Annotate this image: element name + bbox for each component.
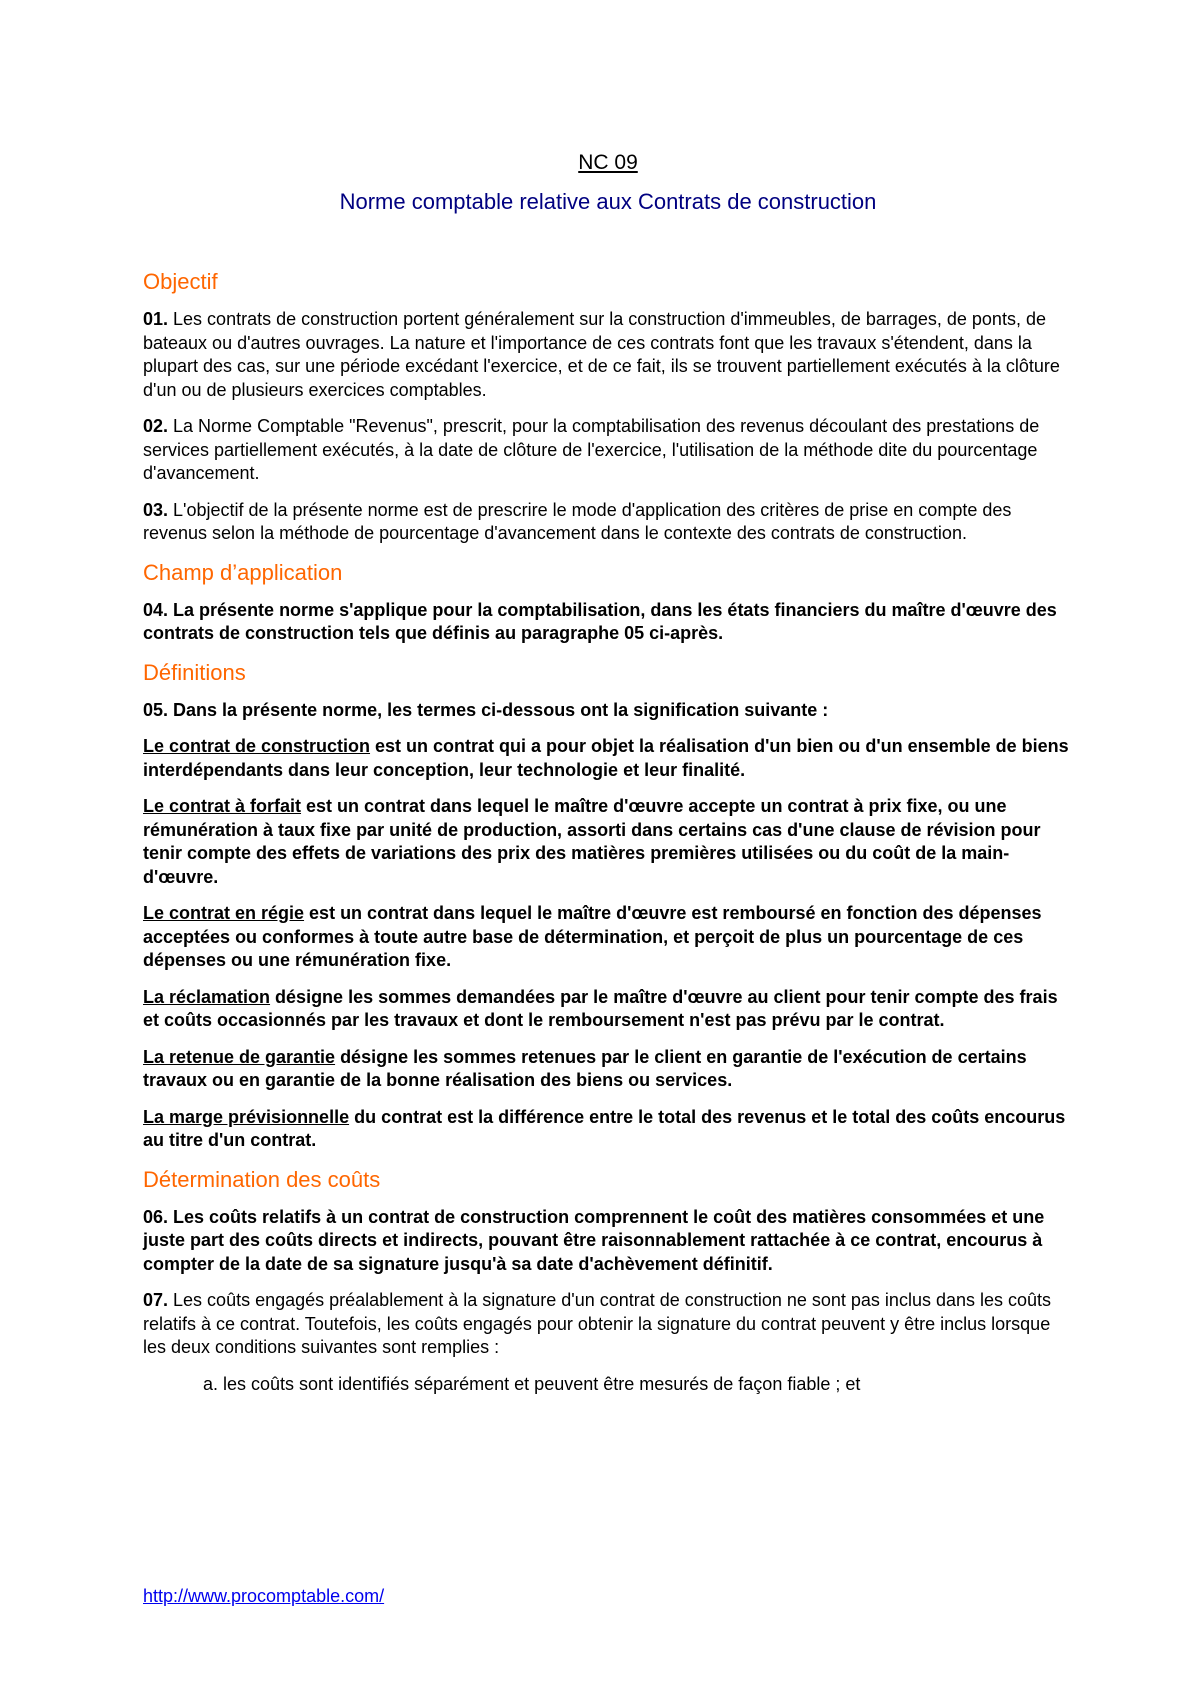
definition-text: désigne les sommes demandées par le maître d'œuvre au client pour tenir compte des frais et coûts occasionnés par les travaux et dont le remboursement n'est pas prévu par le contrat. bbox=[143, 986, 1058, 1030]
document-code: NC 09 bbox=[578, 151, 638, 174]
definition-contrat-forfait bbox=[143, 795, 1073, 889]
definition-term: Le contrat de construction bbox=[143, 736, 371, 756]
paragraph-number: 02. bbox=[143, 416, 169, 436]
paragraph-text: L'objectif de la présente norme est de prescrire le mode d'application des critères de prise en compte des revenus selon la méthode de pourcentage d'avancement dans le contexte des contrats de construction. bbox=[143, 499, 1012, 543]
paragraph-number: 01. bbox=[143, 309, 169, 329]
definition-term: Le contrat à forfait bbox=[143, 796, 302, 816]
heading-objectif: Objectif bbox=[143, 269, 218, 294]
definition-term: La marge prévisionnelle bbox=[143, 1106, 350, 1127]
document-page bbox=[143, 150, 1073, 1409]
paragraph-text: Les coûts engagés préalablement à la signature d'un contrat de construction ne sont pas inclus dans les coûts relatifs à ce contrat. Toutefois, les coûts engagés pour obtenir la signature du contrat peuvent y être inclus lorsque les deux conditions suivantes sont remplies : bbox=[143, 1290, 1052, 1357]
definition-term: Le contrat en régie bbox=[143, 903, 305, 923]
definition-text: est un contrat dans lequel le maître d'œuvre est remboursé en fonction des dépenses acceptées ou conformes à toute autre base de détermination, et perçoit de plus un pourcentage de ces dépenses ou une rémunération fixe. bbox=[143, 903, 1042, 970]
paragraph-03 bbox=[143, 499, 1073, 546]
paragraph-05: 05. Dans la présente norme, les termes ci-dessous ont la signification suivante : bbox=[143, 699, 829, 720]
paragraph-02 bbox=[143, 415, 1073, 486]
paragraph-number: 07. bbox=[143, 1290, 169, 1310]
paragraph-text: La Norme Comptable "Revenus", prescrit, pour la comptabilisation des revenus découlant des prestations de services partiellement exécutés, à la date de clôture de l'exercice, l'utilisation de la méthode dite du pourcentage d'avancement. bbox=[143, 416, 1040, 483]
definition-term: La réclamation bbox=[143, 986, 271, 1007]
footer-website-link[interactable]: http://www.procomptable.com/ bbox=[143, 1586, 385, 1606]
definition-text: du contrat est la différence entre le total des revenus et le total des coûts encourus au titre d'un contrat. bbox=[143, 1106, 1066, 1150]
paragraph-07 bbox=[143, 1289, 1073, 1360]
document-title: Norme comptable relative aux Contrats de construction bbox=[339, 189, 877, 214]
paragraph-06: 06. Les coûts relatifs à un contrat de construction comprennent le coût des matières consommées et une juste part des coûts directs et indirects, pouvant être raisonnablement rattachée à ce contrat, encourus à compter de la date de sa signature jusqu'à sa date d'achèvement définitif. bbox=[143, 1206, 1045, 1274]
definition-reclamation bbox=[143, 986, 1073, 1033]
paragraph-number: 03. bbox=[143, 499, 169, 520]
paragraph-04: 04. La présente norme s'applique pour la comptabilisation, dans les états financiers du maître d'œuvre des contrats de construction tels que définis au paragraphe 05 ci-après. bbox=[143, 599, 1057, 643]
definition-text: désigne les sommes retenues par le client en garantie de l'exécution de certains travaux ou en garantie de la bonne réalisation des biens ou services. bbox=[143, 1046, 1027, 1090]
definition-contrat-regie bbox=[143, 902, 1073, 973]
definition-retenue-garantie bbox=[143, 1046, 1073, 1093]
definition-text: est un contrat qui a pour objet la réalisation d'un bien ou d'un ensemble de biens interdépendants dans leur conception, leur technologie et leur finalité. bbox=[143, 736, 1069, 780]
paragraph-01 bbox=[143, 308, 1073, 402]
definition-text: est un contrat dans lequel le maître d'œuvre accepte un contrat à prix fixe, ou une rémunération à taux fixe par unité de production, assorti dans certains cas d'une clause de révision pour tenir compte des effets de variations des prix des matières premières utilisées ou du coût de la main-d'œuvre. bbox=[143, 796, 1041, 887]
definition-term: La retenue de garantie bbox=[143, 1046, 336, 1067]
heading-champ-application: Champ d’application bbox=[143, 559, 343, 585]
paragraph-text: Les contrats de construction portent généralement sur la construction d'immeubles, de barrages, de ponts, de bateaux ou d'autres ouvrages. La nature et l'importance de ces contrats font que les travaux s'étendent, dans la plupart des cas, sur une période excédant l'exercice, et de ce fait, ils se trouvent partiellement exécutés à la clôture d'un ou de plusieurs exercices comptables. bbox=[143, 309, 1060, 400]
list-item-a: a. les coûts sont identifiés séparément et peuvent être mesurés de façon fiable ; et bbox=[203, 1373, 861, 1394]
heading-definitions: Définitions bbox=[143, 659, 246, 685]
definition-marge-previsionnelle bbox=[143, 1106, 1073, 1153]
heading-determination-couts: Détermination des coûts bbox=[143, 1166, 381, 1192]
definition-contrat-construction bbox=[143, 735, 1073, 782]
